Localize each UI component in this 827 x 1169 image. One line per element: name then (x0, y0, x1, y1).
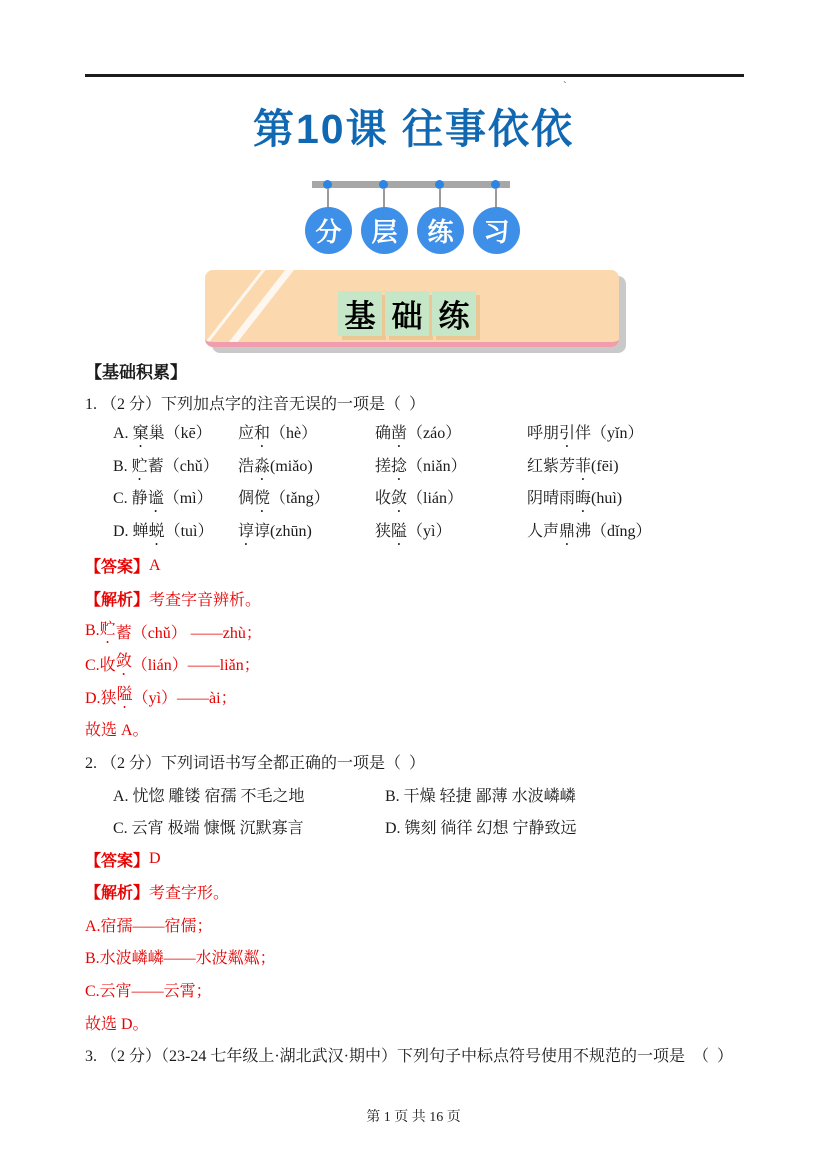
dotted-char: 谧 (147, 490, 164, 508)
dotted-char: 窠 (132, 424, 149, 442)
dotted-char: 敛 (391, 490, 408, 508)
q2-option-a: A. 忧惚 雕镂 宿孺 不毛之地 (113, 787, 305, 805)
q1-a-word4: 呼朋引伴（yǐn） (527, 424, 644, 442)
q2-analysis-heading (85, 876, 775, 909)
q1-b-word2: 浩淼(miǎo) (238, 457, 313, 475)
q1-d-word1: D. 蝉蜕（tuì） (113, 522, 214, 540)
circle-badge-lian: 练 (417, 207, 464, 254)
q2-options-row1 (85, 778, 775, 811)
dotted-char: 蜕 (148, 522, 165, 540)
dotted-char: 菲 (575, 457, 592, 475)
q1-d-word2: 谆谆(zhūn) (238, 522, 312, 540)
q2-analysis-line-a: A.宿孺——宿儒； (85, 917, 213, 935)
timeline-connector (439, 188, 441, 208)
timeline-bar (312, 181, 510, 188)
timeline-connector (495, 188, 497, 208)
circle-badge-xi: 习 (473, 207, 520, 254)
answer-label: 【答案】 (85, 559, 150, 577)
q2-analysis-conclusion: 故选 D。 (85, 1015, 149, 1033)
basic-practice-banner (205, 270, 619, 347)
q1-b-word4: 红紫芳菲(fēi) (527, 457, 619, 475)
q1-analysis-heading (85, 582, 775, 615)
q1-c-word1: C. 静谧（mì） (113, 490, 213, 508)
q1-b-word3: 搓捻（niǎn） (375, 457, 467, 475)
timeline-connector (383, 188, 385, 208)
q1-analysis-line-b: B. 贮 蓄（chǔ） ——zhù； (85, 615, 775, 648)
worksheet-body (85, 354, 775, 1071)
q2-analysis-line-b: B.水波嶙嶙——水波粼粼； (85, 950, 276, 968)
q1-option-a (85, 419, 775, 452)
answer-label: 【答案】 (85, 852, 150, 870)
q1-d-word4: 人声鼎沸（dǐng） (527, 522, 652, 540)
banner-tile-ji: 基 (338, 291, 382, 336)
analysis-label: 【解析】 (85, 591, 150, 609)
dotted-char: 淼 (254, 457, 271, 475)
circle-badge-ceng: 层 (361, 207, 408, 254)
layered-practice-graphic (312, 181, 510, 261)
q1-b-word1: B. 贮蓄（chǔ） (113, 457, 219, 475)
q1-d-word3: 狭隘（yì） (375, 522, 452, 540)
q2-options-row2 (85, 810, 775, 843)
q2-option-d: D. 镌刻 徜徉 幻想 宁静致远 (385, 820, 577, 838)
section-header: 【基础积累】 (85, 362, 187, 382)
q1-c-word2: 倜傥（tǎng） (238, 490, 330, 508)
question-2-stem: 2. （2 分）下列词语书写全都正确的一项是（ ） (85, 754, 426, 772)
q1-a-word1: A. 窠巢（kē） (113, 424, 212, 442)
dotted-char: 鼎 (559, 522, 576, 540)
dotted-char: 隘 (116, 685, 133, 703)
dotted-char: 贮 (99, 620, 116, 638)
timeline-connector (327, 188, 329, 208)
analysis-intro: 考查字音辨析。 (149, 591, 262, 609)
page-number-footer: 第 1 页 共 16 页 (366, 1110, 461, 1125)
top-horizontal-rule (85, 74, 744, 77)
q1-c-word3: 收敛（lián） (375, 490, 464, 508)
q1-option-d (85, 517, 775, 550)
q2-option-b: B. 干燥 轻捷 鄙薄 水波嶙嶙 (385, 787, 576, 805)
q1-option-c (85, 484, 775, 517)
q1-a-word2: 应和（hè） (238, 424, 318, 442)
stray-mark: ` (563, 80, 567, 92)
question-3-stem: 3. （2 分）（23-24 七年级上·湖北武汉·期中）下列句子中标点符号使用不规范的一项是 （ ） (85, 1048, 733, 1066)
q1-option-b (85, 452, 775, 485)
dotted-char: 傥 (254, 490, 271, 508)
question-1-stem: 1. （2 分）下列加点字的注音无误的一项是（ ） (85, 396, 426, 414)
page-title: 第10课 往事依依 (253, 106, 574, 152)
banner-tile-lian: 练 (432, 291, 476, 336)
dotted-char: 凿 (391, 424, 408, 442)
circle-badge-fen: 分 (305, 207, 352, 254)
q2-option-c: C. 云宵 极端 慷慨 沉默寡言 (113, 820, 304, 838)
q2-answer (85, 843, 775, 876)
q1-c-word4: 阴晴雨晦(huì) (527, 490, 623, 508)
answer-value: A (149, 556, 161, 574)
dotted-char: 敛 (115, 653, 132, 671)
dotted-char: 谆 (238, 522, 255, 540)
q1-answer (85, 550, 775, 583)
q1-analysis-conclusion: 故选 A。 (85, 722, 149, 740)
dotted-char: 晦 (575, 490, 592, 508)
dotted-char: 引 (559, 424, 576, 442)
q2-analysis-line-c: C.云宵——云霄； (85, 983, 212, 1001)
q1-analysis-line-c: C.收 敛 （lián）——liǎn； (85, 647, 775, 680)
dotted-char: 贮 (131, 457, 148, 475)
q1-analysis-line-d: D.狭 隘 （yì）——ài； (85, 680, 775, 713)
analysis-intro: 考查字形。 (149, 885, 230, 903)
dotted-char: 捻 (391, 457, 408, 475)
banner-tile-chu: 础 (385, 291, 429, 336)
analysis-label: 【解析】 (85, 885, 150, 903)
answer-value: D (149, 850, 161, 868)
dotted-char: 隘 (391, 522, 408, 540)
dotted-char: 和 (254, 424, 271, 442)
q1-a-word3: 确凿（záo） (375, 424, 462, 442)
